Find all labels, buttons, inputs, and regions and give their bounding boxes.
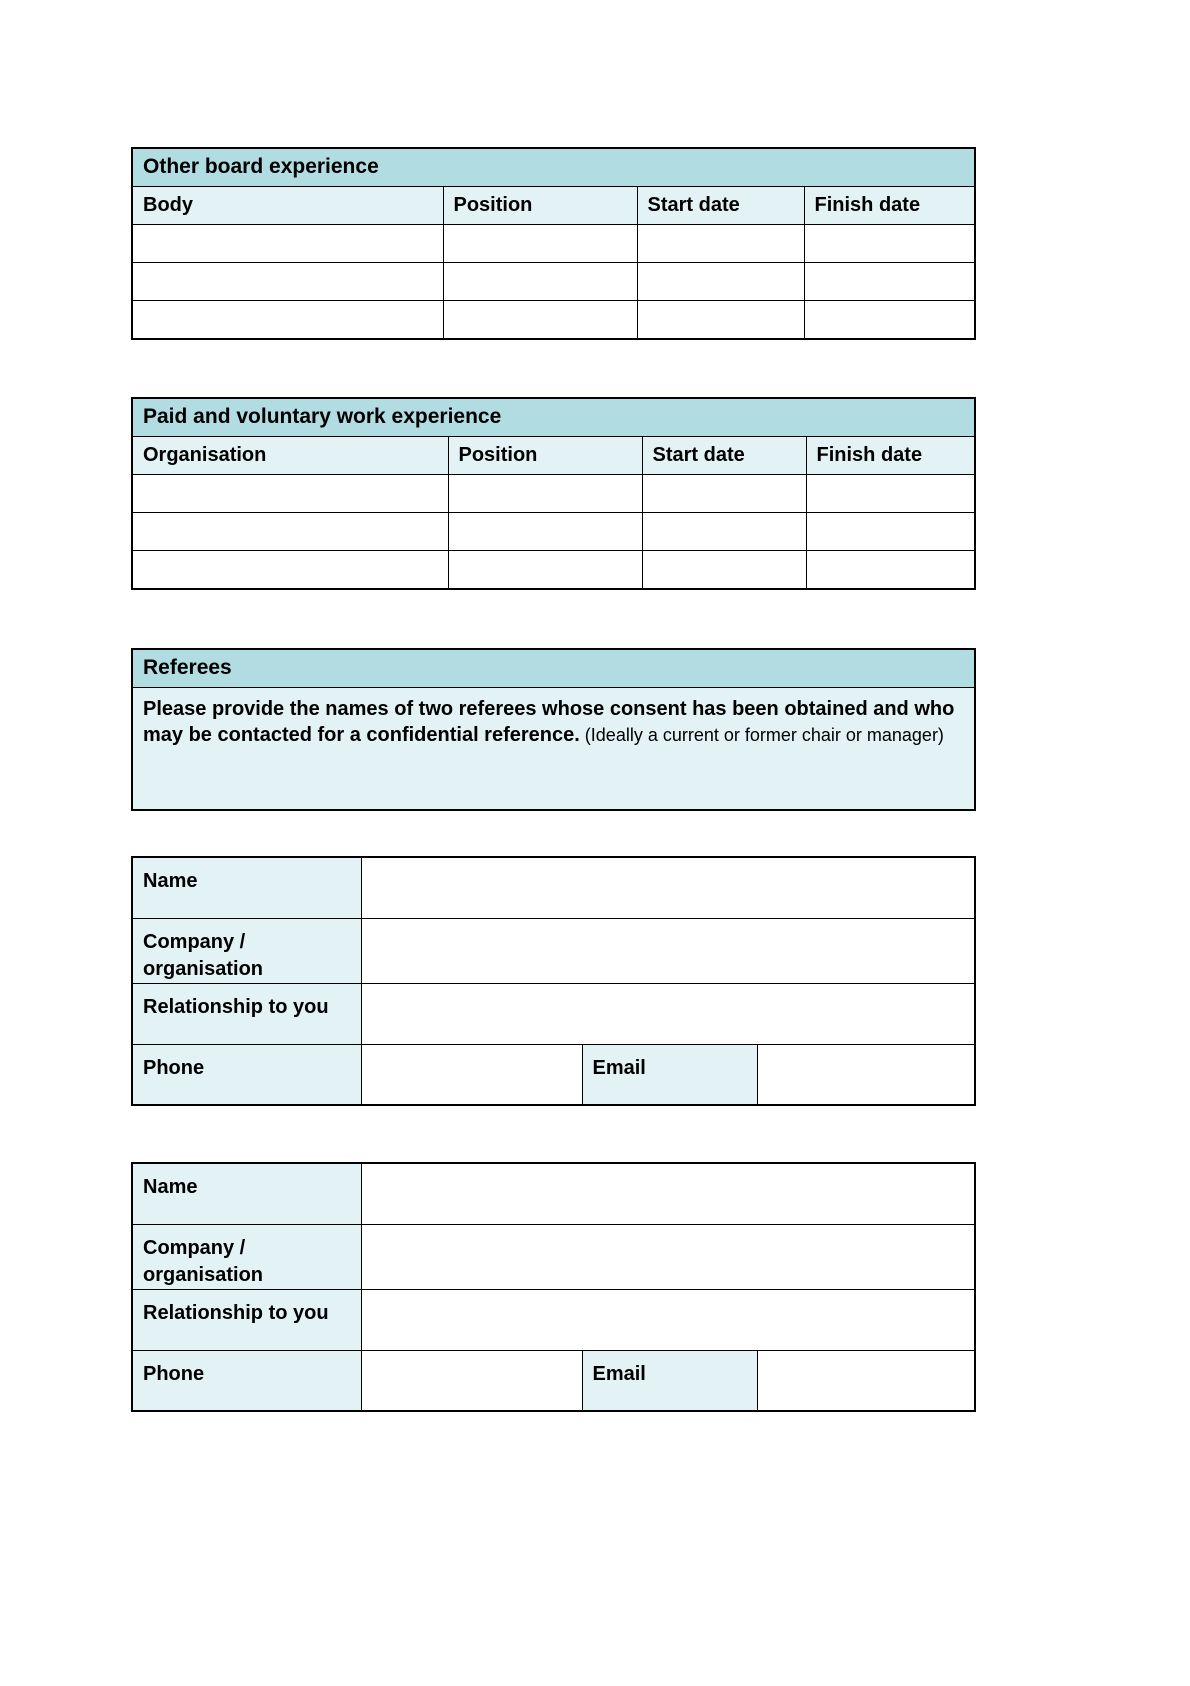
name-label: Name: [133, 858, 361, 918]
body-cell[interactable]: [133, 224, 443, 262]
relationship-label: Relationship to you: [133, 983, 361, 1044]
column-header-position: Position: [448, 436, 642, 474]
referees-instructions: [133, 687, 974, 809]
finish-date-cell[interactable]: [806, 474, 974, 512]
start-date-cell[interactable]: [642, 512, 806, 550]
start-date-cell[interactable]: [642, 474, 806, 512]
table-row: [133, 550, 974, 588]
column-header-organisation: Organisation: [133, 436, 448, 474]
column-header-start-date: Start date: [642, 436, 806, 474]
finish-date-cell[interactable]: [804, 224, 974, 262]
table-row: [133, 474, 974, 512]
section-title: Paid and voluntary work experience: [133, 399, 974, 436]
finish-date-cell[interactable]: [806, 512, 974, 550]
column-header-body: Body: [133, 186, 443, 224]
board-experience-table: [131, 147, 976, 340]
referee-2-form: [131, 1162, 976, 1412]
instructions-note: (Ideally a current or former chair or manager): [579, 724, 944, 745]
body-cell[interactable]: [133, 300, 443, 338]
table-row: [133, 262, 974, 300]
referee-1-form: [131, 856, 976, 1106]
phone-label: Phone: [133, 1350, 361, 1410]
phone-label: Phone: [133, 1044, 361, 1104]
relationship-label: Relationship to you: [133, 1289, 361, 1350]
finish-date-cell[interactable]: [804, 300, 974, 338]
position-cell[interactable]: [443, 300, 637, 338]
email-label: Email: [582, 1044, 757, 1104]
company-label: Company / organisation: [133, 918, 361, 983]
phone-field[interactable]: [361, 1350, 582, 1410]
start-date-cell[interactable]: [637, 300, 804, 338]
start-date-cell[interactable]: [637, 262, 804, 300]
body-cell[interactable]: [133, 262, 443, 300]
company-field[interactable]: [361, 918, 974, 983]
organisation-cell[interactable]: [133, 512, 448, 550]
name-label: Name: [133, 1164, 361, 1224]
position-cell[interactable]: [443, 262, 637, 300]
instructions-bold: Please provide the names of two referees whose consent has been obtained and who may be contacted for a confidential reference.: [143, 697, 955, 746]
organisation-cell[interactable]: [133, 550, 448, 588]
start-date-cell[interactable]: [637, 224, 804, 262]
section-title: Other board experience: [133, 149, 974, 186]
name-field[interactable]: [361, 858, 974, 918]
email-label: Email: [582, 1350, 757, 1410]
column-header-position: Position: [443, 186, 637, 224]
finish-date-cell[interactable]: [806, 550, 974, 588]
column-header-start-date: Start date: [637, 186, 804, 224]
email-field[interactable]: [757, 1044, 974, 1104]
column-header-finish-date: Finish date: [804, 186, 974, 224]
work-experience-table: [131, 397, 976, 590]
organisation-cell[interactable]: [133, 474, 448, 512]
relationship-field[interactable]: [361, 983, 974, 1044]
referees-section: [131, 648, 976, 811]
email-field[interactable]: [757, 1350, 974, 1410]
section-title: Referees: [133, 650, 974, 687]
position-cell[interactable]: [443, 224, 637, 262]
position-cell[interactable]: [448, 512, 642, 550]
company-label: Company / organisation: [133, 1224, 361, 1289]
position-cell[interactable]: [448, 474, 642, 512]
relationship-field[interactable]: [361, 1289, 974, 1350]
table-row: [133, 224, 974, 262]
start-date-cell[interactable]: [642, 550, 806, 588]
company-field[interactable]: [361, 1224, 974, 1289]
phone-field[interactable]: [361, 1044, 582, 1104]
position-cell[interactable]: [448, 550, 642, 588]
column-header-finish-date: Finish date: [806, 436, 974, 474]
table-row: [133, 300, 974, 338]
finish-date-cell[interactable]: [804, 262, 974, 300]
table-row: [133, 512, 974, 550]
name-field[interactable]: [361, 1164, 974, 1224]
